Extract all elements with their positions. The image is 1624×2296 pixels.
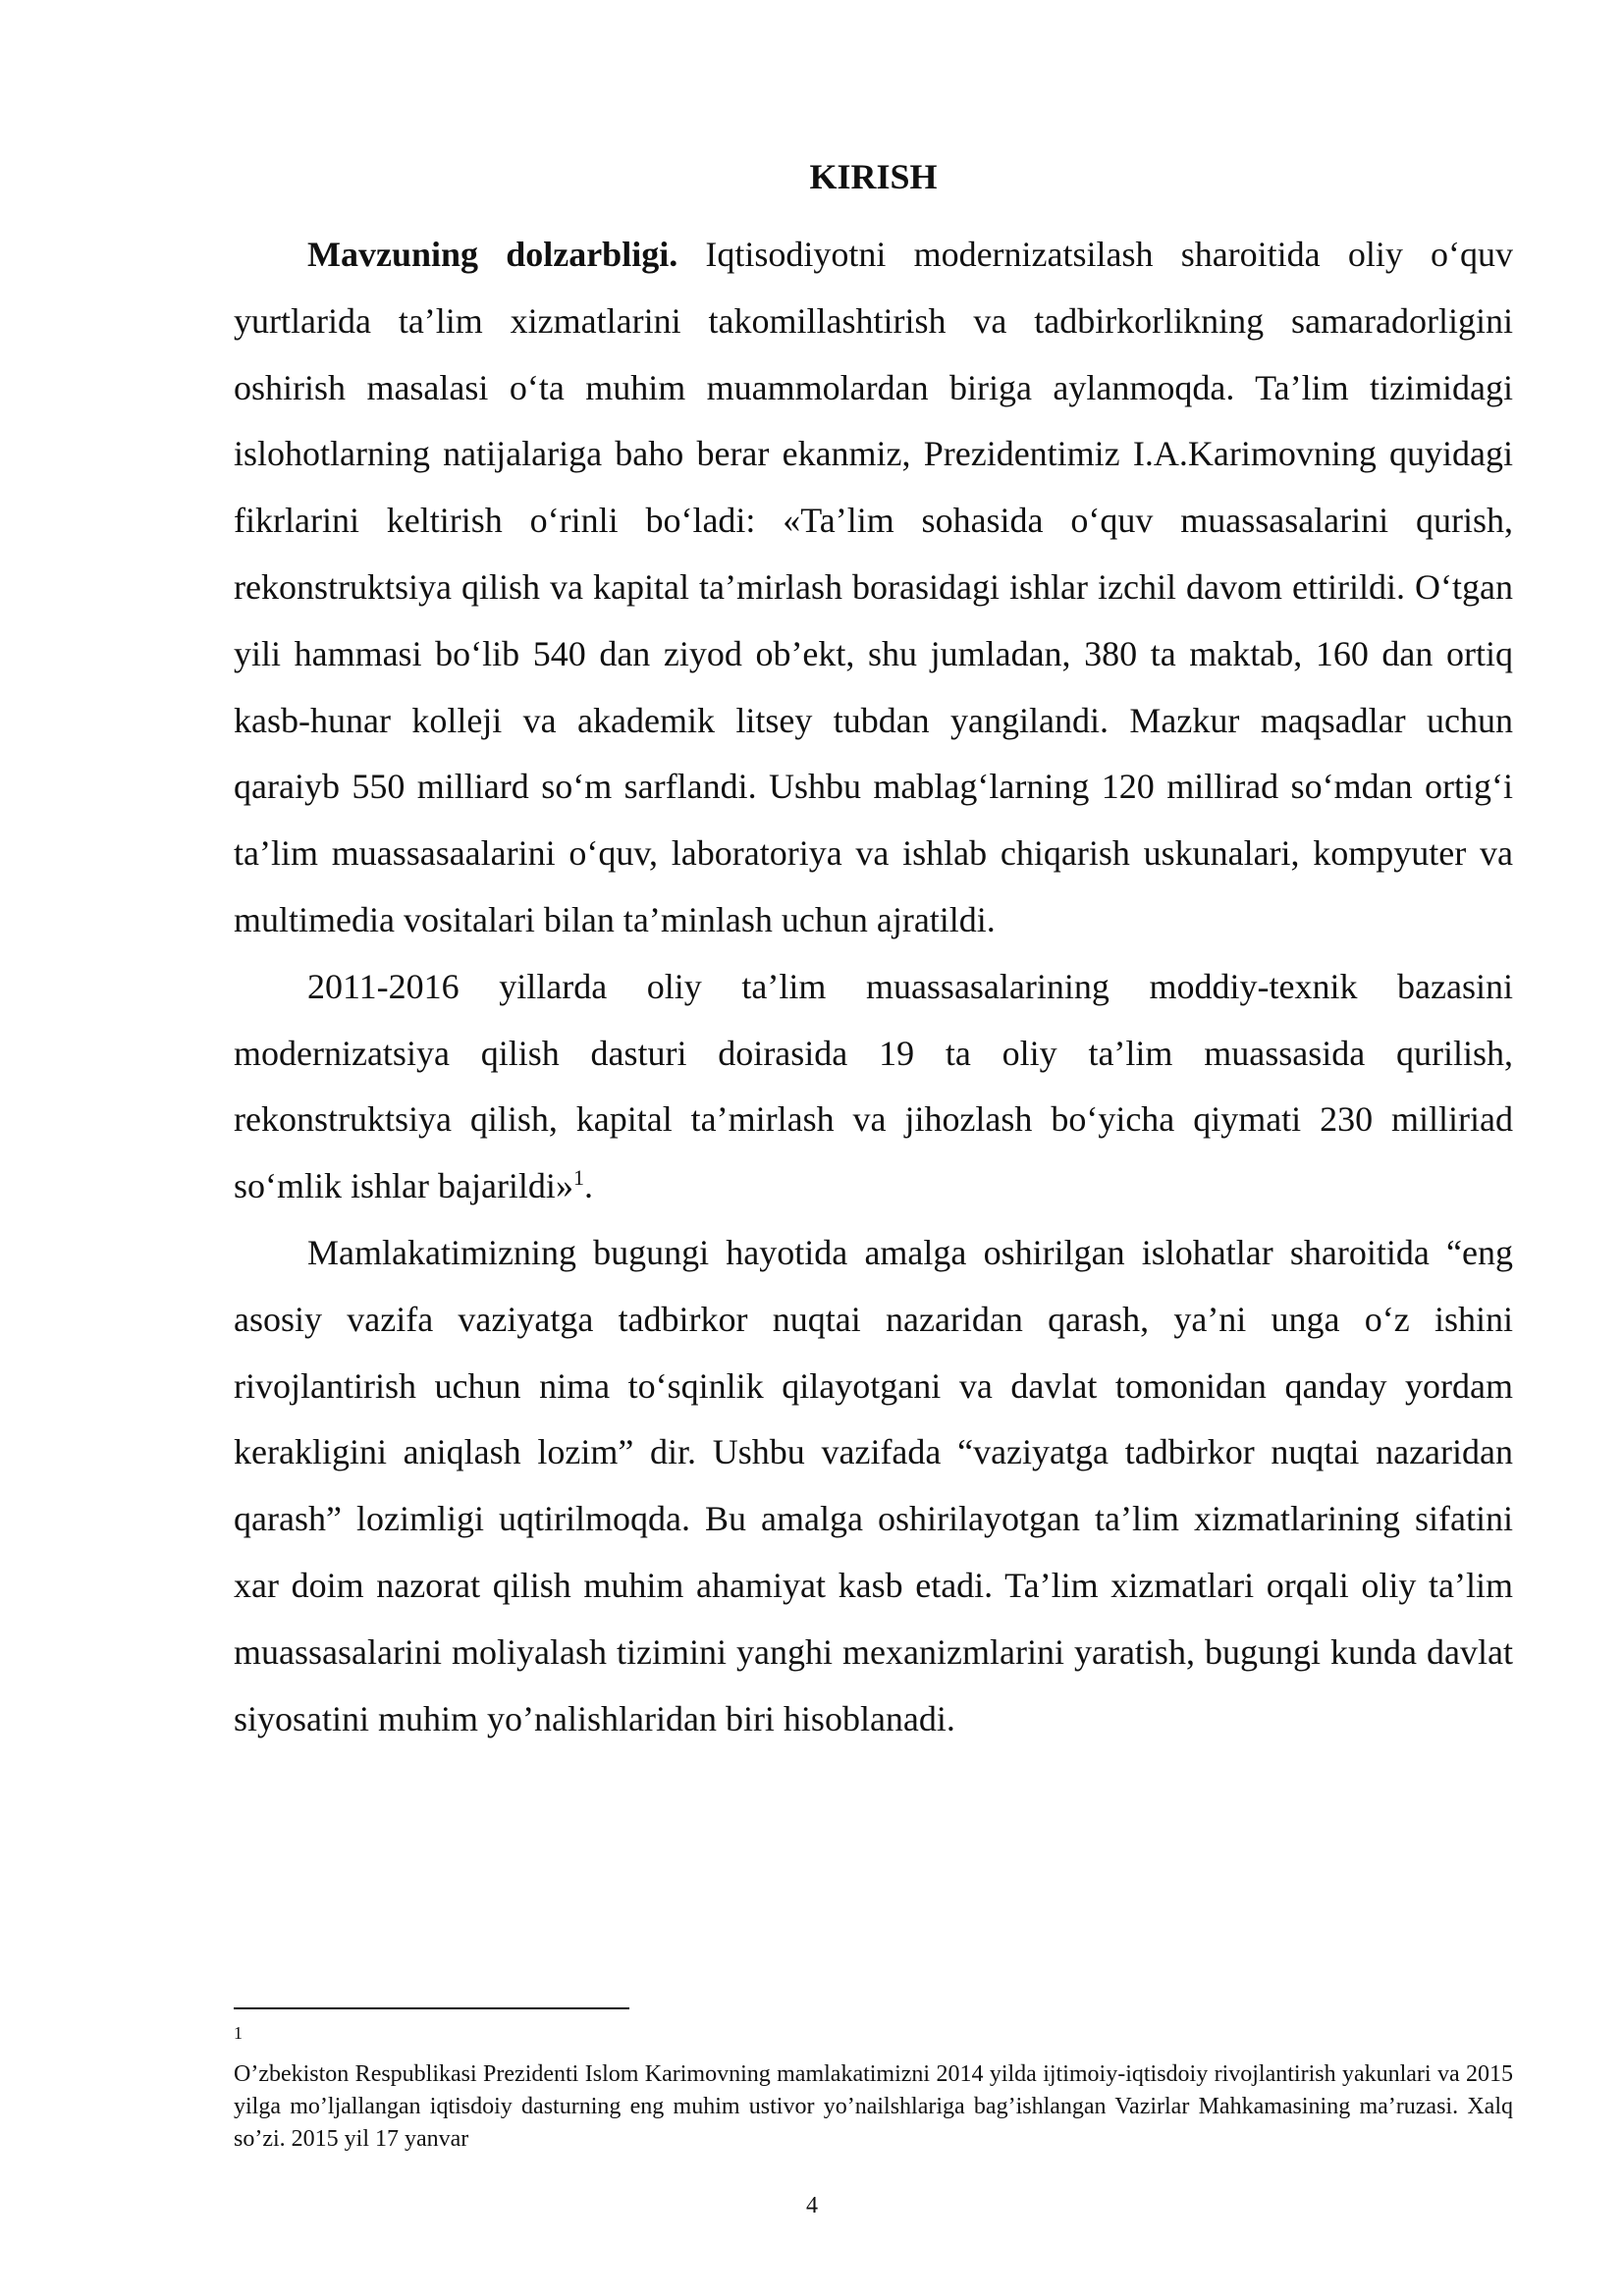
paragraph-tail: . bbox=[583, 1166, 593, 1206]
paragraph-lead: Mavzuning dolzarbligi. bbox=[307, 235, 678, 274]
paragraph-reforms bbox=[234, 1220, 1513, 1752]
body-text bbox=[234, 222, 1513, 1752]
page-title: KIRISH bbox=[809, 157, 938, 196]
paragraph-text: 2011-2016 yillarda oliy ta’lim muassasalarining moddiy-texnik bazasini modernizatsiya qilish dasturi doirasida 19 ta oliy ta’lim muassasida qurilish, rekonstruktsiya qilish, kapital ta’mirlash va jihozlash bo‘yicha qiymati 230 milliriad so‘mlik ishlar bajarildi» bbox=[234, 966, 1513, 1206]
paragraph-text: Mamlakatimizning bugungi hayotida amalga oshirilgan islohatlar sharoitida “eng asosiy vazifa vaziyatga tadbirkor nuqtai nazaridan qarash, ya’ni unga o‘z ishini rivojlantirish uchun nima to‘sqinlik qilayotgani va davlat tomonidan qanday yordam kerakligini aniqlash lozim” dir. Ushbu vazifada “vaziyatga tadbirkor nuqtai nazaridan qarash” lozimligi uqtirilmoqda. Bu amalga oshirilayotgan ta’lim xizmatlarining sifatini xar doim nazorat qilish muhim ahamiyat kasb etadi. Ta’lim xizmatlari orqali oliy ta’lim muassasalarini moliyalash tizimini yanghi mexanizmlarini yaratish, bugungi kunda davlat siyosatini muhim yo’nalishlaridan biri hisoblanadi. bbox=[234, 1232, 1513, 1738]
footnote-text: O’zbekiston Respublikasi Prezidenti Islom Karimovning mamlakatimizni 2014 yilda ijtimoiy-iqtisdoiy rivojlantirish yakunlari va 2015 yilga mo’ljallangan iqtisdoiy dasturning eng muhim ustivor yo’nailshlariga bag’ishlangan Vazirlar Mahkamasining ma’ruzasi. Xalq so’zi. 2015 yil 17 yanvar bbox=[234, 2061, 1513, 2152]
footnote-divider bbox=[234, 2007, 629, 2009]
footnote-number: 1 bbox=[234, 2023, 243, 2043]
paragraph-modernization bbox=[234, 954, 1513, 1220]
page-number: 4 bbox=[806, 2193, 818, 2218]
paragraph-relevance bbox=[234, 222, 1513, 954]
paragraph-text: Iqtisodiyotni modernizatsilash sharoitida oliy o‘quv yurtlarida ta’lim xizmatlarini takomillashtirish va tadbirkorlikning samaradorligini oshirish masalasi o‘ta muhim muammolardan biriga aylanmoqda. Ta’lim tizimidagi islohotlarning natijalariga baho berar ekanmiz, Prezidentimiz I.A.Karimovning quyidagi fikrlarini keltirish o‘rinli bo‘ladi: «Ta’lim sohasida o‘quv muassasalarini qurish, rekonstruktsiya qilish va kapital ta’mirlash borasidagi ishlar izchil davom ettirildi. O‘tgan yili hammasi bo‘lib 540 dan ziyod ob’ekt, shu jumladan, 380 ta maktab, 160 dan ortiq kasb-hunar kolleji va akademik litsey tubdan yangilandi. Mazkur maqsadlar uchun qaraiyb 550 milliard so‘m sarflandi. Ushbu mablag‘larning 120 millirad so‘mdan ortig‘i ta’lim muassasaalarini o‘quv, laboratoriya va ishlab chiqarish uskunalari, kompyuter va multimedia vositalari bilan ta’minlash uchun ajratildi. bbox=[234, 235, 1513, 939]
footnote-reference[interactable]: 1 bbox=[572, 1165, 584, 1191]
